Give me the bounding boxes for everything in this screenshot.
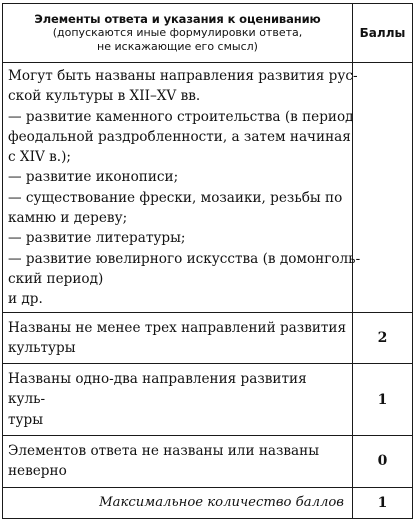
answer-line: — развитие ювелирного искусства (в домонголь- xyxy=(8,250,361,267)
answer-elements-score-cell xyxy=(353,63,413,313)
criteria-row xyxy=(3,436,413,488)
max-score-row xyxy=(3,487,413,518)
criteria-row xyxy=(3,312,413,364)
answer-line: — существование фрески, мозаики, резьбы по xyxy=(8,189,343,206)
criteria-line: Названы не менее трех направлений развития xyxy=(8,319,347,336)
header-score-label: Баллы xyxy=(359,26,406,40)
max-score-value-cell xyxy=(353,487,413,518)
answer-line: с XIV в.); xyxy=(8,149,71,166)
criteria-score-cell xyxy=(353,436,413,488)
criteria-score: 0 xyxy=(377,453,388,470)
criteria-score: 1 xyxy=(377,391,388,408)
answer-line: феодальной раздробленности, а затем начиная xyxy=(8,128,351,145)
answer-line: Могут быть названы направления развития рус- xyxy=(8,68,358,84)
answer-line: ский период) xyxy=(8,270,104,287)
criteria-line: туры xyxy=(8,411,44,428)
criteria-text-cell xyxy=(3,436,353,488)
max-score-value: 1 xyxy=(377,494,388,511)
scoring-table xyxy=(2,3,413,519)
criteria-line: неверно xyxy=(8,463,67,480)
criteria-line: Названы одно-два направления развития куль- xyxy=(8,371,307,408)
header-title: Элементы ответа и указания к оцениванию xyxy=(34,12,321,26)
answer-elements-cell xyxy=(3,63,361,313)
criteria-text-cell xyxy=(3,312,353,364)
answer-line: и др. xyxy=(8,291,43,308)
criteria-line: Элементов ответа не названы или названы xyxy=(8,443,320,460)
criteria-line: культуры xyxy=(8,339,76,356)
criteria-score-cell xyxy=(353,364,413,436)
answer-line: — развитие иконописи; xyxy=(8,169,179,186)
header-score-cell xyxy=(353,4,413,63)
criteria-row xyxy=(3,364,413,436)
answer-line: — развитие каменного строительства (в период xyxy=(8,108,354,125)
criteria-score-cell xyxy=(353,312,413,364)
answer-line: — развитие литературы; xyxy=(8,230,186,247)
answer-line: ской культуры в XII–XV вв. xyxy=(8,88,201,105)
header-subtitle-line1: (допускаются иные формулировки ответа, xyxy=(52,26,303,39)
criteria-text-cell xyxy=(3,364,353,436)
max-score-label-cell xyxy=(3,487,353,518)
header-row xyxy=(3,4,413,63)
criteria-score: 2 xyxy=(377,329,388,346)
max-score-label: Максимальное количество баллов xyxy=(99,495,344,511)
header-elements-cell xyxy=(3,4,353,63)
answer-line: камню и дереву; xyxy=(8,210,128,227)
header-subtitle-line2: не искажающие его смысл) xyxy=(97,40,258,53)
answer-elements-row xyxy=(3,63,413,313)
